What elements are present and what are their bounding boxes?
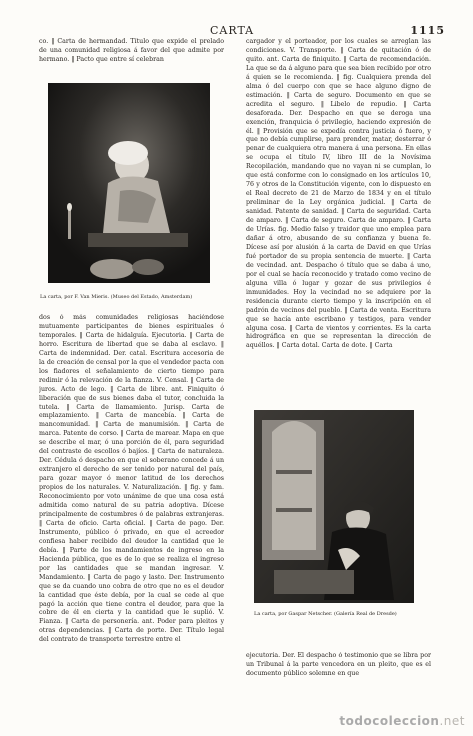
paragraph: co. ‖ Carta de hermandad. Título que expide el prelado de una comunidad religiosa á favor del que admite por hermano. ‖ Pacto que entre sí celebran [39, 38, 224, 63]
paragraph: ejecutoria. Der. El despacho ó testimonio que se libra por un Tribunal á la parte vencedora en un pleito, que es el documento público solemne en que [246, 652, 431, 677]
figure-caption: La carta, por F. Van Mieris. (Museo del Estado, Amsterdam) [40, 294, 193, 300]
page-header-title: CARTA [210, 24, 255, 37]
right-column-top-text [246, 38, 431, 410]
right-column-bottom-text [246, 652, 431, 712]
watermark-suffix: .net [439, 714, 465, 728]
painting-van-mieris-illustration [48, 83, 210, 283]
figure-caption: La carta, por Gaspar Netscher. (Galería Real de Dresde) [254, 611, 397, 617]
painting-netscher-illustration [254, 410, 414, 603]
page-number: 1115 [410, 24, 445, 37]
left-column-top-text [39, 38, 224, 72]
paragraph: dos ó más comunidades religiosas haciéndose mutuamente participantes de bienes espirituales ó temporales. ‖ Carta de hidalguía. Ejecutoria. ‖ Carta de horro. Escritura de libertad que se daba al esclavo. ‖ Carta de indemnidad. Der. catal. Escritura accesoria de la de creación de censal por la que el vendedor pacta con los fiadores el señalamiento de cierto tiempo para redimir ó la relevación de la fianza. V. Censal. ‖ Carta de juros. Acto de lego. ‖ Carta de libre. ant. Finiquito ó liberación que de sus bienes daba el tutor, concluida la tutela. ‖ Carta de llamamiento. Jurisp. Carta de emplazamiento. ‖ Carta de mancebía. ‖ Carta de mancomunidad. ‖ Carta de manumisión. ‖ Carta de marca. Patente de corso. ‖ Carta de marear. Mapa en que se describe el mar, ó una porción de él, para seguridad del contraste de escollos ó bajíos. ‖ Carta de naturaleza. Der. Cédula ó despacho en que el soberano concede á un extranjero el derecho de ser tenido por natural del país, para gozar mayor ó menor latitud de los derechos propios de los naturales. V. Naturalización. ‖ fig. y fam. Reconocimiento por voto unánime de que una cosa está admitida como natural de su patria adoptiva. Dícese principalmente de costumbres ó de palabras extranjeras. ‖ Carta de oficio. Carta oficial. ‖ Carta de pago. Der. Instrumento, público ó privado, en que el acreedor confiesa haber recibido del deudor la cantidad que le debía. ‖ Parte de los mandamientos de ingreso en la Hacienda pública, que es de lo que se realiza el ingreso por las cantidades que se mandan ingresar. V. Mandamiento. ‖ Carta de pago y lasto. Der. Instrumento que se da cuando uno cobra de otro que no es el deudor la cantidad que éste debía, por la cual se cede al que pagó la acción que tiene contra el deudor, para que la cobre de él en cierta y la cantidad que le suplió. V. Fianza. ‖ Carta de personería. ant. Poder para pleitos y otras dependencias. ‖ Carta de porte. Der. Título legal del contrato de transporte terrestre entre el [39, 314, 224, 644]
watermark [339, 714, 465, 728]
watermark-brand: todocoleccion [339, 714, 440, 728]
painting-netscher [254, 410, 414, 603]
painting-van-mieris [48, 83, 210, 283]
left-column-bottom-text [39, 314, 224, 710]
paragraph: cargador y el porteador, por los cuales se arreglan las condiciones. V. Transporte. ‖ Carta de quitación ó de quito. ant. Carta de finiquito. ‖ Carta de recomendación. La que se da á alguno para que sea bien recibido por otro á quien se le recomienda. ‖ fig. Cualquiera prenda del alma ó del cuerpo con que se hace alguno digno de estimación. ‖ Carta de seguro. Documento en que se acredita el seguro. ‖ Libelo de repudio. ‖ Carta desaforada. Der. Despacho en que se deroga una exención, franquicia ó privilegio, haciendo expresión de él. ‖ Provisión que se expedía contra justicia ó fuero, y que no debía cumplirse, para prender, matar, desterrar ó penar de cualquiera otra manera á una persona. En ellas se ocupa el título IV, libro III de la Novísima Recopilación, mandando que no vayan ni se cumplan, lo que está conforme con lo consignado en los artículos 10, 76 y otros de la Constitución vigente, con lo dispuesto en el Real decreto de 21 de Marzo de 1834 y en el título preliminar de la Ley orgánica judicial. ‖ Carta de sanidad. Patente de sanidad. ‖ Carta de seguridad. Carta de amparo. ‖ Carta de seguro. Carta de amparo. ‖ Carta de Urías. fig. Medio falso y traidor que uno emplea para dañar á otro, abusando de su confianza y buena fe. Dícese así por alusión á la carta de David en que Urías fué portador de su propia sentencia de muerte. ‖ Carta de vecindad. ant. Despacho ó título que se daba á uno, por el cual se hacía reconocido y tratado como vecino de alguna villa ó lugar y gozar de sus privilegios é inmunidades. Hoy la vecindad no se adquiere por la residencia durante cierto tiempo y la inscripción en el padrón de vecinos del pueblo. ‖ Carta de venta. Escritura que se hacía ante escribano y testigos, para vender alguna cosa. ‖ Carta de vientos y corrientes. Es la carta hidrográfica en que se representan la dirección de aquéllos. ‖ Carta dotal. Carta de dote. ‖ Carta [246, 38, 431, 350]
